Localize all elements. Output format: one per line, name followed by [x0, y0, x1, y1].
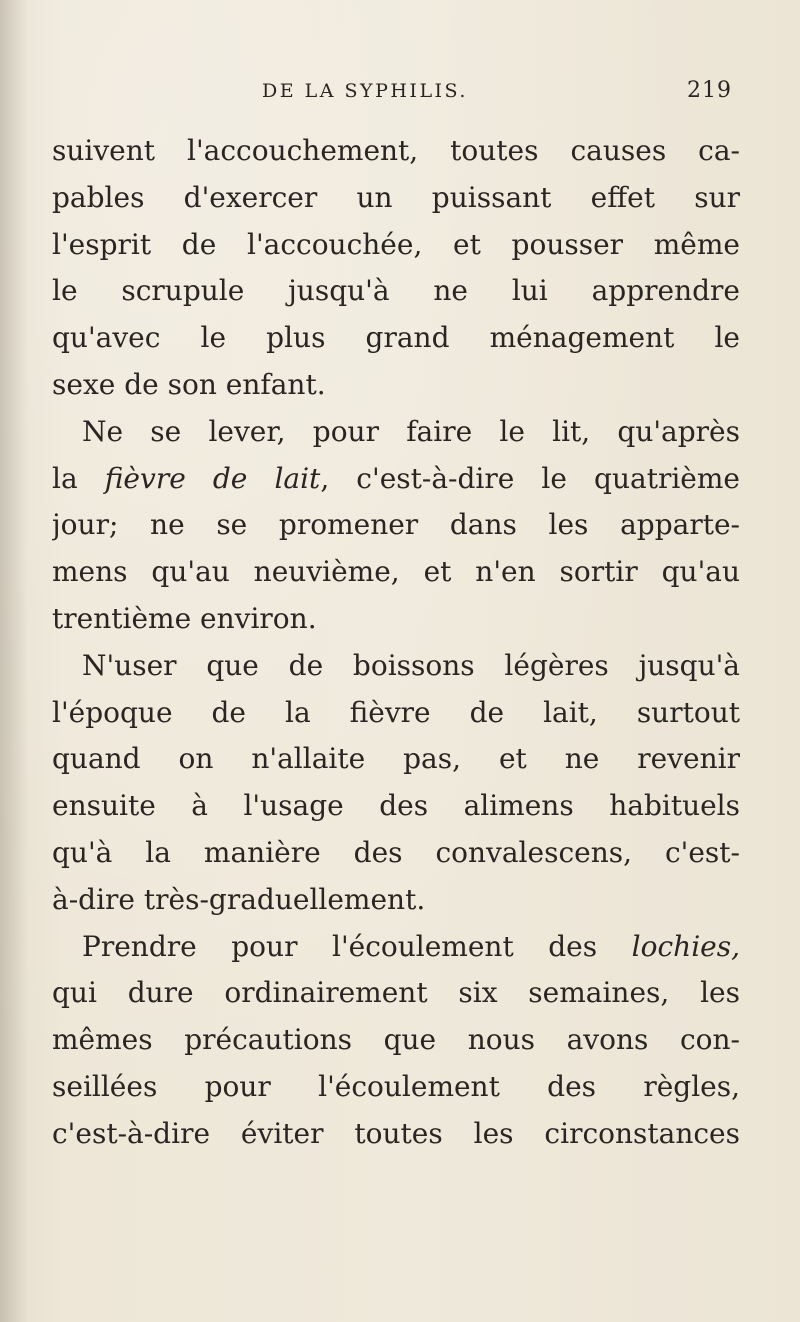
text-line: suivent l'accouchement, toutes causes ca-	[52, 134, 740, 167]
text-line: le scrupule jusqu'à ne lui apprendre	[52, 274, 740, 308]
text-line: pables d'exercer un puissant effet sur	[52, 180, 740, 214]
text-line: qui dure ordinairement six semaines, les	[52, 976, 740, 1010]
text-line: trentième environ.	[52, 601, 317, 635]
body-text	[52, 128, 740, 1158]
text-line: ensuite à l'usage des alimens habituels	[52, 789, 740, 823]
text-line: N'user que de boissons légères jusqu'à	[82, 648, 740, 682]
page-gutter-shadow	[0, 0, 28, 1322]
text-line: l'esprit de l'accouchée, et pousser même	[52, 227, 740, 261]
page-number: 219	[687, 78, 732, 103]
text-line: mens qu'au neuvième, et n'en sortir qu'au	[52, 555, 740, 589]
running-head	[262, 80, 732, 110]
text-fragment: , c'est-à-dire le quatrième	[320, 461, 740, 495]
running-title: DE LA SYPHILIS.	[262, 80, 468, 102]
text-line	[52, 924, 740, 971]
text-fragment: la	[52, 461, 105, 495]
text-line: à-dire très-graduellement.	[52, 882, 426, 916]
text-line: l'époque de la fièvre de lait, surtout	[52, 695, 740, 729]
text-line: c'est-à-dire éviter toutes les circonstances	[52, 1116, 740, 1150]
text-line: qu'avec le plus grand ménagement le	[52, 321, 740, 355]
text-line: seillées pour l'écoulement des règles,	[52, 1069, 740, 1103]
text-line: Ne se lever, pour faire le lit, qu'après	[82, 414, 740, 448]
text-line: jour; ne se promener dans les apparte-	[52, 508, 740, 542]
italic-term-lochies: lochies,	[631, 929, 740, 963]
text-line: qu'à la manière des convalescens, c'est-	[52, 835, 740, 869]
text-fragment: Prendre pour l'écoulement des	[82, 929, 632, 963]
text-line	[52, 456, 740, 503]
text-line: sexe de son enfant.	[52, 367, 326, 401]
italic-term-fievre-de-lait: fièvre de lait	[104, 461, 321, 495]
text-line: quand on n'allaite pas, et ne revenir	[52, 742, 740, 776]
text-line: mêmes précautions que nous avons con-	[52, 1023, 740, 1057]
